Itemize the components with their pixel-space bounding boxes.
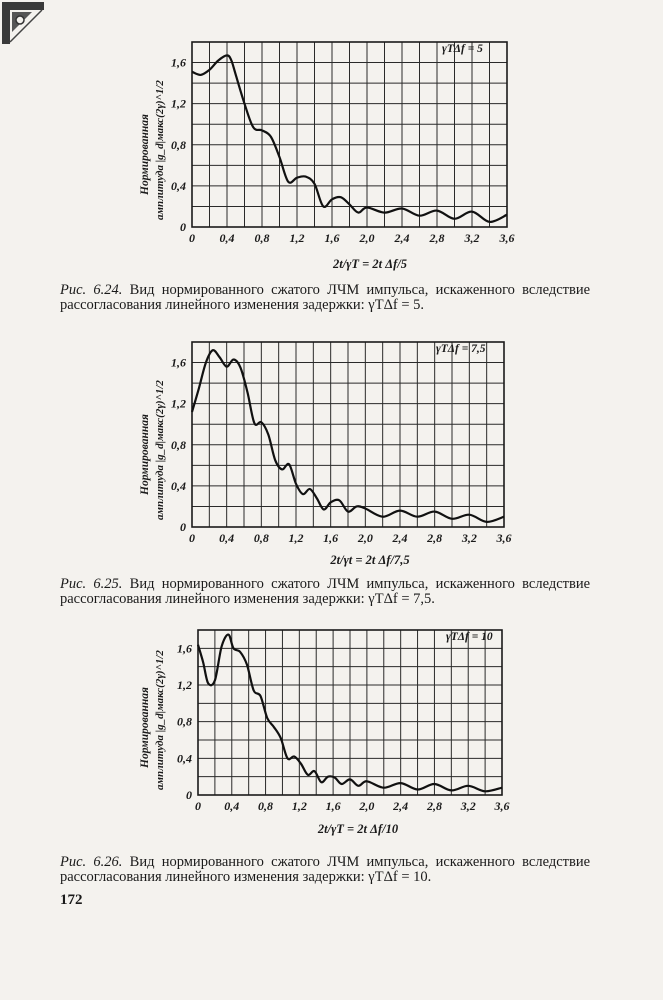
y-tick-label: 0,8 xyxy=(177,714,192,729)
x-axis-label: 2t/γT = 2t Δf/10 xyxy=(317,822,399,836)
x-tick-label: 2,0 xyxy=(359,231,375,245)
x-tick-label: 0 xyxy=(189,531,195,545)
caption-text: Вид нормированного сжатого ЛЧМ импульса, искаженного вследствие рассогласования линейного изменения задержки: γTΔf = 5. xyxy=(60,282,591,313)
legend-label: γTΔf = 7,5 xyxy=(436,343,486,355)
y-axis-label-line1: Нормированная xyxy=(139,687,151,768)
caption-6-25 xyxy=(60,577,590,607)
caption-6-24 xyxy=(60,283,590,313)
x-tick-label: 1,6 xyxy=(323,531,339,545)
y-tick-label: 0,4 xyxy=(171,178,186,193)
x-tick-label: 2,4 xyxy=(392,531,408,545)
legend-label: γTΔf = 10 xyxy=(446,631,493,643)
x-tick-label: 3,6 xyxy=(494,799,510,813)
y-tick-label: 0,8 xyxy=(171,437,186,452)
x-tick-label: 1,2 xyxy=(289,231,305,245)
chart-6-26 xyxy=(130,618,530,843)
x-tick-label: 3,6 xyxy=(496,531,512,545)
chart-6-24 xyxy=(130,30,530,280)
x-tick-label: 1,6 xyxy=(325,799,341,813)
x-tick-label: 0,4 xyxy=(219,231,235,245)
x-tick-label: 2,4 xyxy=(393,799,409,813)
y-tick-label: 0,4 xyxy=(177,751,192,766)
x-tick-label: 2,0 xyxy=(359,799,375,813)
x-tick-label: 0,8 xyxy=(253,531,269,545)
x-tick-label: 0 xyxy=(189,231,195,245)
y-tick-label: 1,2 xyxy=(171,96,186,111)
figure-6-26 xyxy=(130,618,530,843)
corner-ornament-icon xyxy=(2,2,46,46)
caption-label: Рис. 6.25. xyxy=(60,576,123,592)
caption-text: Вид нормированного сжатого ЛЧМ импульса, искаженного вследствие рассогласования линейного изменения задержки: γTΔf = 10. xyxy=(60,854,591,885)
y-tick-label: 1,6 xyxy=(177,641,192,656)
x-tick-label: 0,8 xyxy=(254,231,270,245)
page-number: 172 xyxy=(60,892,83,908)
caption-label: Рис. 6.26. xyxy=(60,854,123,870)
legend-label: γTΔf = 5 xyxy=(442,43,483,55)
y-tick-label: 0,8 xyxy=(171,137,186,152)
y-tick-label: 1,6 xyxy=(171,355,186,370)
figure-6-24 xyxy=(130,30,530,280)
x-tick-label: 0,8 xyxy=(258,799,274,813)
x-tick-label: 1,2 xyxy=(288,531,304,545)
x-tick-label: 2,8 xyxy=(427,531,443,545)
y-tick-label: 0 xyxy=(186,788,192,802)
y-axis-label-line2: амплитуда |g_d|макс(2γ)^1/2 xyxy=(154,380,166,520)
y-tick-label: 0 xyxy=(180,220,186,234)
x-tick-label: 2,8 xyxy=(426,799,442,813)
x-tick-label: 3,2 xyxy=(461,531,477,545)
x-tick-label: 3,2 xyxy=(460,799,476,813)
caption-label: Рис. 6.24. xyxy=(60,282,123,298)
chart-6-25 xyxy=(130,330,530,575)
y-axis-label-line1: Нормированная xyxy=(139,114,151,195)
y-tick-label: 1,2 xyxy=(171,396,186,411)
caption-text: Вид нормированного сжатого ЛЧМ импульса, искаженного вследствие рассогласования линейного изменения задержки: γTΔf = 7,5. xyxy=(60,576,591,607)
x-tick-label: 0 xyxy=(195,799,201,813)
x-tick-label: 1,6 xyxy=(324,231,340,245)
y-axis-label-line2: амплитуда |g_d|макс(2γ)^1/2 xyxy=(154,650,166,790)
x-tick-label: 0,4 xyxy=(219,531,235,545)
x-tick-label: 1,2 xyxy=(291,799,307,813)
caption-6-26 xyxy=(60,855,590,885)
x-tick-label: 0,4 xyxy=(224,799,240,813)
x-tick-label: 3,2 xyxy=(464,231,480,245)
y-axis-label-line1: Нормированная xyxy=(139,414,151,495)
x-axis-label: 2t/γT = 2t Δf/5 xyxy=(333,257,407,271)
x-axis-label: 2t/γt = 2t Δf/7,5 xyxy=(330,553,410,567)
y-tick-label: 1,2 xyxy=(177,678,192,692)
y-tick-label: 0 xyxy=(180,520,186,534)
x-tick-label: 2,8 xyxy=(429,231,445,245)
x-tick-label: 2,4 xyxy=(394,231,410,245)
x-tick-label: 3,6 xyxy=(499,231,515,245)
figure-6-25 xyxy=(130,330,530,575)
y-tick-label: 1,6 xyxy=(171,55,186,70)
x-tick-label: 2,0 xyxy=(357,531,373,545)
y-tick-label: 0,4 xyxy=(171,478,186,493)
y-axis-label-line2: амплитуда |g_d|макс(2γ)^1/2 xyxy=(154,80,166,220)
